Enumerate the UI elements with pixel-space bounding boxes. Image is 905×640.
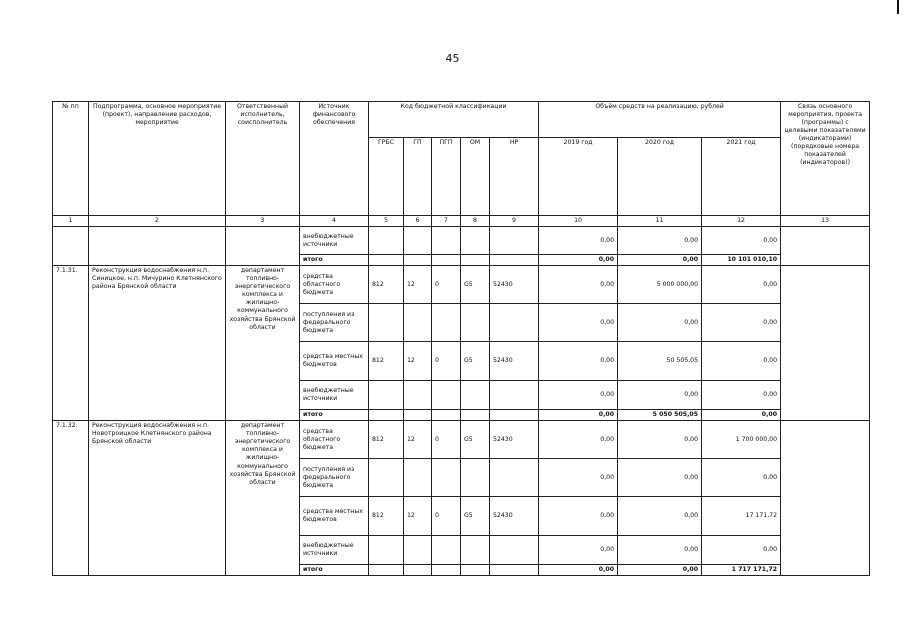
amount-2021: 0,00 (702, 304, 781, 342)
np-cell (490, 381, 539, 410)
source-cell: средства областного бюджета (300, 421, 369, 459)
source-cell: средства областного бюджета (300, 266, 369, 304)
header-om: ОМ (461, 138, 490, 216)
title-cell: Реконструкция водоснабжения н.п. Синицкое, н.п. Мичурино Клетнянского района Брянской области (89, 266, 226, 421)
link-cell (781, 266, 870, 421)
total-2021: 10 101 010,10 (702, 255, 781, 266)
num-cell (53, 227, 89, 266)
column-number: 7 (432, 216, 461, 227)
total-2020: 5 050 505,05 (618, 410, 702, 421)
np-cell: 52430 (490, 342, 539, 381)
header-gp: ГП (404, 138, 432, 216)
gp-cell: 12 (404, 421, 432, 459)
column-number: 8 (461, 216, 490, 227)
link-cell (781, 227, 870, 266)
np-cell (490, 227, 539, 255)
amount-2019: 0,00 (539, 421, 618, 459)
header-grbs: ГРБС (369, 138, 404, 216)
amount-2021: 0,00 (702, 227, 781, 255)
om-cell (461, 227, 490, 255)
grbs-cell (369, 381, 404, 410)
om-cell: G5 (461, 266, 490, 304)
header-num: № пп (53, 102, 89, 216)
edge-mark (897, 0, 899, 14)
header-source: Источник финансового обеспечения (300, 102, 369, 216)
header-2020: 2020 год (618, 138, 702, 216)
column-number: 13 (781, 216, 870, 227)
num-cell: 7.1.31. (53, 266, 89, 421)
gp-cell (404, 381, 432, 410)
amount-2019: 0,00 (539, 381, 618, 410)
responsible-cell: департамент топливно-энергетического комплекса и жилищно-коммунального хозяйства Брянской области (226, 421, 300, 576)
column-number: 3 (226, 216, 300, 227)
budget-table (52, 101, 870, 576)
amount-2019: 0,00 (539, 497, 618, 536)
np-cell (490, 536, 539, 565)
source-cell: поступления из федерального бюджета (300, 459, 369, 497)
table-row (53, 227, 870, 255)
source-cell: внебюджетные источники (300, 381, 369, 410)
grbs-cell (369, 459, 404, 497)
source-cell: средства местных бюджетов (300, 342, 369, 381)
total-2019: 0,00 (539, 410, 618, 421)
column-number: 5 (369, 216, 404, 227)
table-row (53, 421, 870, 459)
column-number: 10 (539, 216, 618, 227)
amount-2021: 0,00 (702, 342, 781, 381)
amount-2019: 0,00 (539, 536, 618, 565)
pgp-cell: 0 (432, 266, 461, 304)
pgp-cell (432, 536, 461, 565)
header-pgp: ПГП (432, 138, 461, 216)
gp-cell: 12 (404, 266, 432, 304)
page-number: 45 (445, 52, 460, 65)
amount-2020: 5 000 000,00 (618, 266, 702, 304)
gp-cell (404, 304, 432, 342)
np-cell: 52430 (490, 266, 539, 304)
grbs-cell (369, 536, 404, 565)
amount-2020: 0,00 (618, 421, 702, 459)
column-number: 9 (490, 216, 539, 227)
grbs-cell: 812 (369, 497, 404, 536)
amount-2020: 50 505,05 (618, 342, 702, 381)
np-cell (490, 459, 539, 497)
grbs-cell (369, 304, 404, 342)
grbs-cell (369, 227, 404, 255)
header-program: Подпрограмма, основное мероприятие (проект), направление расходов, мероприятие (89, 102, 226, 216)
om-cell (461, 304, 490, 342)
amount-2021: 0,00 (702, 459, 781, 497)
amount-2021: 0,00 (702, 381, 781, 410)
responsible-cell: департамент топливно-энергетического комплекса и жилищно-коммунального хозяйства Брянской области (226, 266, 300, 421)
np-cell: 52430 (490, 497, 539, 536)
total-label: итого (300, 255, 369, 266)
total-2021: 1 717 171,72 (702, 565, 781, 576)
om-cell (461, 459, 490, 497)
amount-2021: 1 700 000,00 (702, 421, 781, 459)
table-row (53, 266, 870, 304)
total-label: итого (300, 565, 369, 576)
amount-2020: 0,00 (618, 227, 702, 255)
source-cell: внебюджетные источники (300, 227, 369, 255)
amount-2019: 0,00 (539, 227, 618, 255)
num-cell: 7.1.32. (53, 421, 89, 576)
om-cell: G5 (461, 421, 490, 459)
total-2019: 0,00 (539, 255, 618, 266)
np-cell: 52430 (490, 421, 539, 459)
column-number: 2 (89, 216, 226, 227)
pgp-cell: 0 (432, 421, 461, 459)
column-number: 12 (702, 216, 781, 227)
pgp-cell: 0 (432, 497, 461, 536)
amount-2021: 0,00 (702, 536, 781, 565)
column-number: 4 (300, 216, 369, 227)
pgp-cell: 0 (432, 342, 461, 381)
amount-2021: 0,00 (702, 266, 781, 304)
total-2021: 0,00 (702, 410, 781, 421)
om-cell (461, 381, 490, 410)
column-number: 1 (53, 216, 89, 227)
amount-2019: 0,00 (539, 459, 618, 497)
amount-2020: 0,00 (618, 381, 702, 410)
source-cell: внебюджетные источники (300, 536, 369, 565)
total-label: итого (300, 410, 369, 421)
gp-cell (404, 227, 432, 255)
total-2020: 0,00 (618, 565, 702, 576)
header-volume: Объём средств на реализацию, рублей (539, 102, 781, 138)
amount-2020: 0,00 (618, 536, 702, 565)
om-cell: G5 (461, 342, 490, 381)
np-cell (490, 304, 539, 342)
header-np: НР (490, 138, 539, 216)
amount-2020: 0,00 (618, 304, 702, 342)
column-number: 6 (404, 216, 432, 227)
om-cell (461, 536, 490, 565)
total-2019: 0,00 (539, 565, 618, 576)
amount-2021: 17 171,72 (702, 497, 781, 536)
header-responsible: Ответственный исполнитель, соисполнитель (226, 102, 300, 216)
header-kbk: Код бюджетной классификации (369, 102, 539, 138)
link-cell (781, 421, 870, 576)
gp-cell: 12 (404, 497, 432, 536)
gp-cell: 12 (404, 342, 432, 381)
title-cell (89, 227, 226, 266)
source-cell: средства местных бюджетов (300, 497, 369, 536)
pgp-cell (432, 459, 461, 497)
header-2019: 2019 год (539, 138, 618, 216)
pgp-cell (432, 304, 461, 342)
grbs-cell: 812 (369, 421, 404, 459)
total-2020: 0,00 (618, 255, 702, 266)
gp-cell (404, 459, 432, 497)
grbs-cell: 812 (369, 342, 404, 381)
column-number: 11 (618, 216, 702, 227)
header-link: Связь основного мероприятия, проекта (программы) с целевыми показателями (индикаторами) (порядковые номера показателей (индикаторов)) (781, 102, 870, 216)
pgp-cell (432, 381, 461, 410)
grbs-cell: 812 (369, 266, 404, 304)
source-cell: поступления из федерального бюджета (300, 304, 369, 342)
header-2021: 2021 год (702, 138, 781, 216)
amount-2019: 0,00 (539, 304, 618, 342)
amount-2020: 0,00 (618, 497, 702, 536)
pgp-cell (432, 227, 461, 255)
gp-cell (404, 536, 432, 565)
amount-2019: 0,00 (539, 342, 618, 381)
amount-2019: 0,00 (539, 266, 618, 304)
amount-2020: 0,00 (618, 459, 702, 497)
om-cell: G5 (461, 497, 490, 536)
title-cell: Реконструкция водоснабжения н.п. Новотроицкое Клетнянского района Брянской области (89, 421, 226, 576)
responsible-cell (226, 227, 300, 266)
